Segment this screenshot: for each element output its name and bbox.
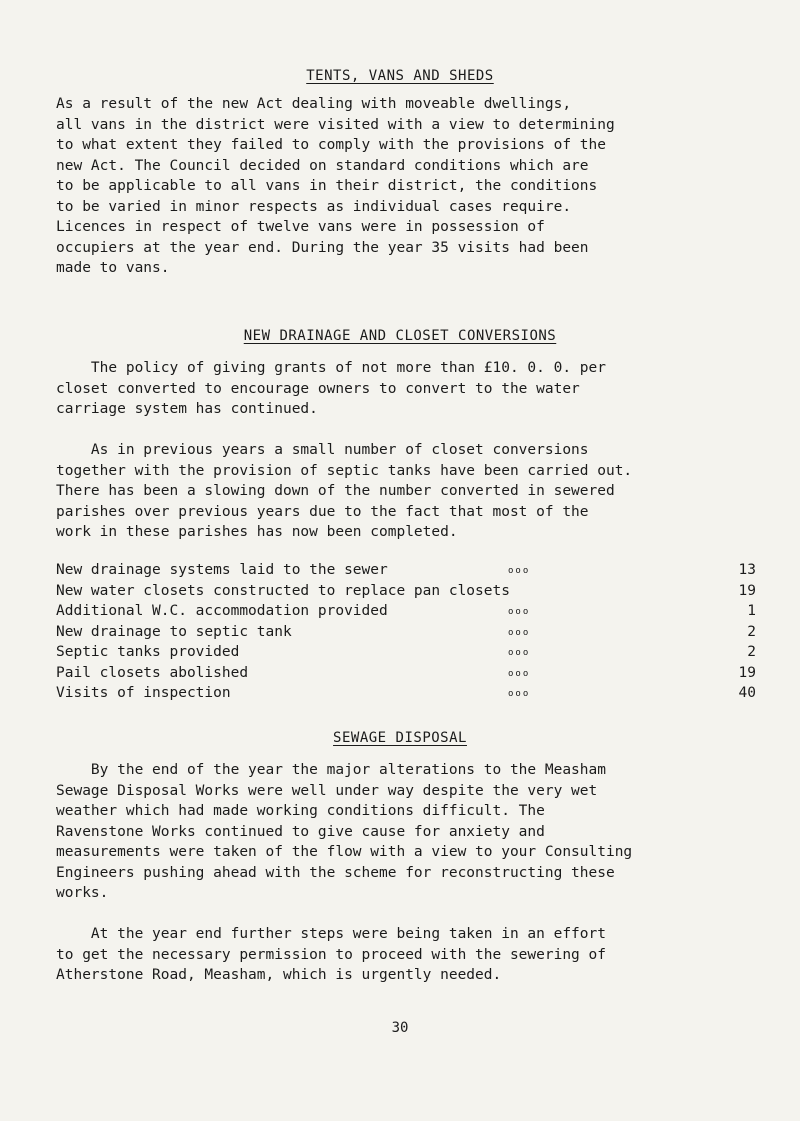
stat-label: New drainage to septic tank [56, 623, 292, 640]
stat-value: 40 [738, 685, 756, 701]
text-line: There has been a slowing down of the number converted in sewered [56, 483, 615, 499]
text-line: Atherstone Road, Measham, which is urgently needed. [56, 967, 502, 983]
text-line: Ravenstone Works continued to give cause for anxiety and [56, 823, 545, 840]
text-line: The policy of giving grants of not more than £10. 0. 0. per [56, 360, 606, 376]
paragraph-tents [56, 94, 736, 279]
text-line: occupiers at the year end. During the year 35 visits had been [56, 239, 589, 256]
heading-sewage-disposal: SEWAGE DISPOSAL [333, 730, 467, 746]
stat-value: 19 [738, 664, 756, 681]
text-line: closet converted to encourage owners to convert to the water [56, 380, 580, 397]
stat-row [56, 665, 756, 686]
text-line: to what extent they failed to comply with the provisions of the [56, 137, 606, 153]
text-line: carriage system has continued. [56, 401, 318, 417]
text-line: work in these parishes has now been completed. [56, 524, 458, 540]
stat-row [56, 562, 756, 583]
text-line: Licences in respect of twelve vans were in possession of [56, 219, 545, 235]
text-line: to be varied in minor respects as individual cases require. [56, 198, 572, 215]
text-line: weather which had made working conditions difficult. The [56, 803, 545, 819]
stat-label: New water closets constructed to replace pan closets [56, 582, 510, 599]
text-line: works. [56, 885, 109, 901]
text-line: together with the provision of septic tanks have been carried out. [56, 462, 633, 479]
heading-tents-vans-sheds: TENTS, VANS AND SHEDS [306, 68, 494, 84]
text-line: to be applicable to all vans in their district, the conditions [56, 178, 598, 194]
text-line: all vans in the district were visited with a view to determining [56, 116, 615, 133]
text-line: As a result of the new Act dealing with moveable dwellings, [56, 96, 572, 112]
stat-label: Septic tanks provided [56, 644, 240, 660]
text-line: By the end of the year the major alterations to the Measham [56, 762, 606, 778]
drainage-statistics-table [56, 562, 756, 706]
stat-label: Visits of inspection [56, 685, 231, 701]
text-line: made to vans. [56, 260, 170, 276]
paragraph-measham-works [56, 760, 736, 904]
paragraph-grant-policy [56, 358, 736, 420]
page-number: 30 [391, 1020, 409, 1036]
text-line: parishes over previous years due to the fact that most of the [56, 503, 589, 520]
text-line: to get the necessary permission to proceed with the sewering of [56, 946, 606, 963]
stat-value: 19 [738, 582, 756, 599]
stat-value: 2 [747, 623, 756, 640]
stat-row [56, 624, 756, 645]
text-line: measurements were taken of the flow with a view to your Consulting [56, 844, 633, 860]
stat-row [56, 644, 756, 665]
paragraph-closet-conversions [56, 440, 736, 543]
stat-label: Additional W.C. accommodation provided [56, 603, 388, 619]
stat-row [56, 583, 756, 604]
paragraph-atherstone-road [56, 924, 736, 986]
stat-value: 2 [747, 644, 756, 660]
stat-value: 1 [747, 603, 756, 619]
text-line: Engineers pushing ahead with the scheme for reconstructing these [56, 864, 615, 881]
text-line: new Act. The Council decided on standard conditions which are [56, 157, 589, 174]
stat-leader-dots: ooo [508, 607, 531, 617]
text-line: As in previous years a small number of closet conversions [56, 442, 589, 458]
stat-leader-dots: ooo [508, 627, 531, 638]
stat-row [56, 685, 756, 706]
stat-leader-dots: ooo [508, 566, 531, 576]
stat-leader-dots: ooo [508, 689, 531, 699]
stat-leader-dots: ooo [508, 668, 531, 679]
stat-leader-dots: ooo [508, 648, 531, 658]
stat-label: Pail closets abolished [56, 664, 249, 681]
text-line: Sewage Disposal Works were well under way despite the very wet [56, 782, 598, 799]
stat-label: New drainage systems laid to the sewer [56, 562, 388, 578]
stat-value: 13 [738, 562, 756, 578]
stat-row [56, 603, 756, 624]
heading-new-drainage: NEW DRAINAGE AND CLOSET CONVERSIONS [243, 328, 557, 344]
text-line: At the year end further steps were being taken in an effort [56, 926, 606, 942]
